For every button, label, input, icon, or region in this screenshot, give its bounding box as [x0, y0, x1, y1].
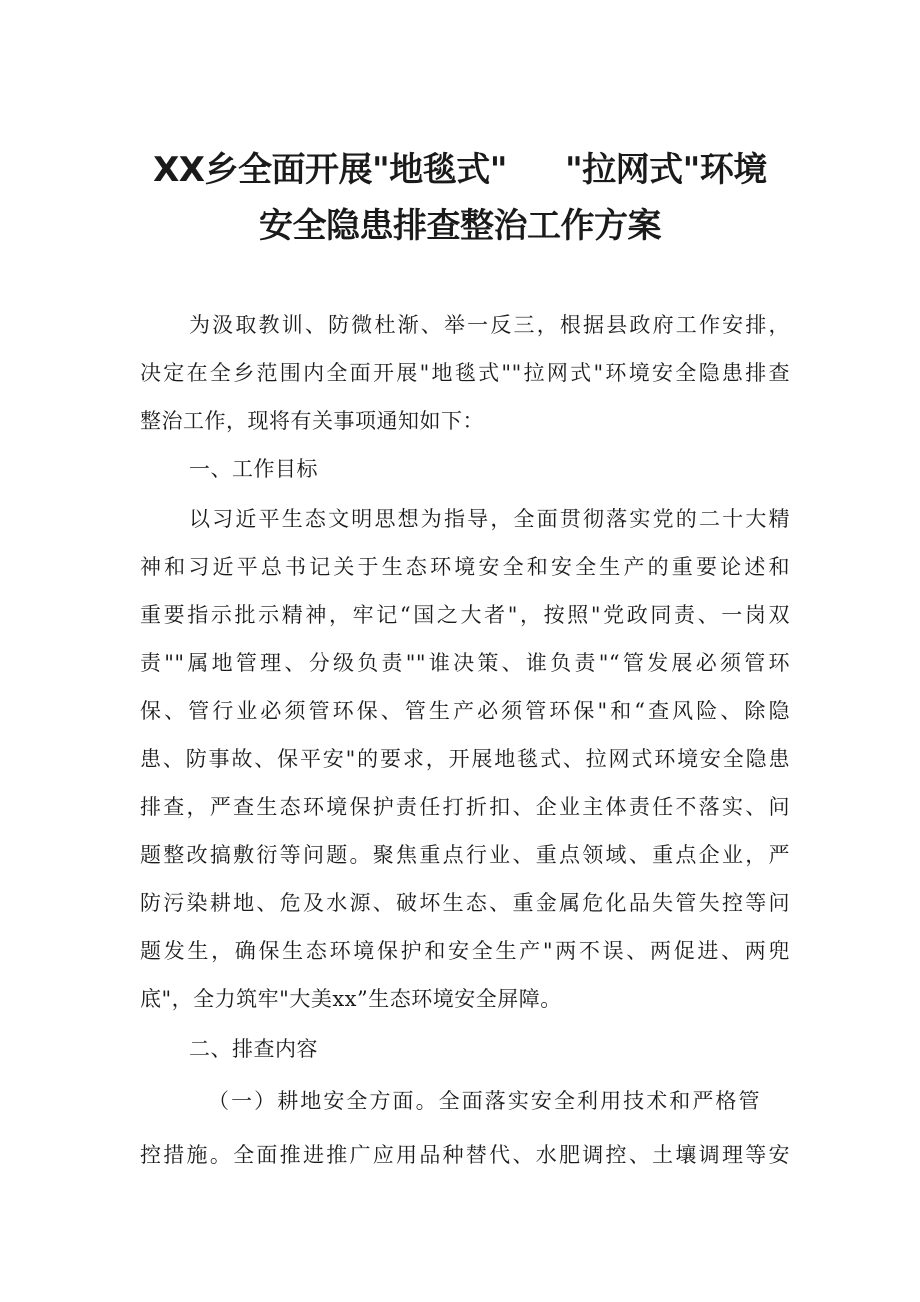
paragraph-line: 题发生，确保生态环境保护和安全生产"两不误、两促进、两兜 [140, 939, 790, 963]
document-title-line-2: 安全隐患排查整治工作方案 [259, 206, 661, 246]
paragraph-line: 题整改搞敷衍等问题。聚焦重点行业、重点领域、重点企业，严 [140, 843, 790, 867]
paragraph-line: 重要指示批示精神，牢记“国之大者"，按照"党政同责、一岗双 [140, 603, 790, 627]
paragraph-line: 患、防事故、保平安"的要求，开展地毯式、拉网式环境安全隐患 [140, 747, 790, 771]
paragraph-line: 底"，全力筑牢"大美xx”生态环境安全屏障。 [140, 987, 562, 1011]
document-title-line-1 [0, 142, 920, 191]
title-part-b: "拉网式"环境 [564, 150, 767, 190]
paragraph-line: 防污染耕地、危及水源、破坏生态、重金属危化品失管失控等问 [140, 891, 790, 915]
paragraph-line: 以习近平生态文明思想为指导，全面贯彻落实党的二十大精 [189, 507, 790, 531]
title-part-a: XX乡全面开展"地毯式" [153, 150, 507, 190]
paragraph-line: 责""属地管理、分级负责""谁决策、谁负责"“管发展必须管环 [140, 651, 790, 675]
paragraph-line: 神和习近平总书记关于生态环境安全和安全生产的重要论述和 [140, 555, 790, 579]
paragraph-line: （一）耕地安全方面。全面落实安全利用技术和严格管 [208, 1089, 760, 1113]
paragraph-line: 控措施。全面推进推广应用品种替代、水肥调控、土壤调理等安 [140, 1143, 790, 1167]
paragraph-line: 为汲取教训、防微杜渐、举一反三，根据县政府工作安排， [189, 313, 790, 337]
section-heading: 一、工作目标 [189, 457, 318, 481]
paragraph-line: 决定在全乡范围内全面开展"地毯式""拉网式"环境安全隐患排查 [140, 361, 790, 385]
paragraph-line: 保、管行业必须管环保、管生产必须管环保"和“查风险、除隐 [140, 699, 790, 723]
section-heading: 二、排查内容 [189, 1037, 318, 1061]
paragraph-line: 排查，严查生态环境保护责任打折扣、企业主体责任不落实、问 [140, 795, 790, 819]
paragraph-line: 整治工作，现将有关事项通知如下： [140, 409, 484, 433]
